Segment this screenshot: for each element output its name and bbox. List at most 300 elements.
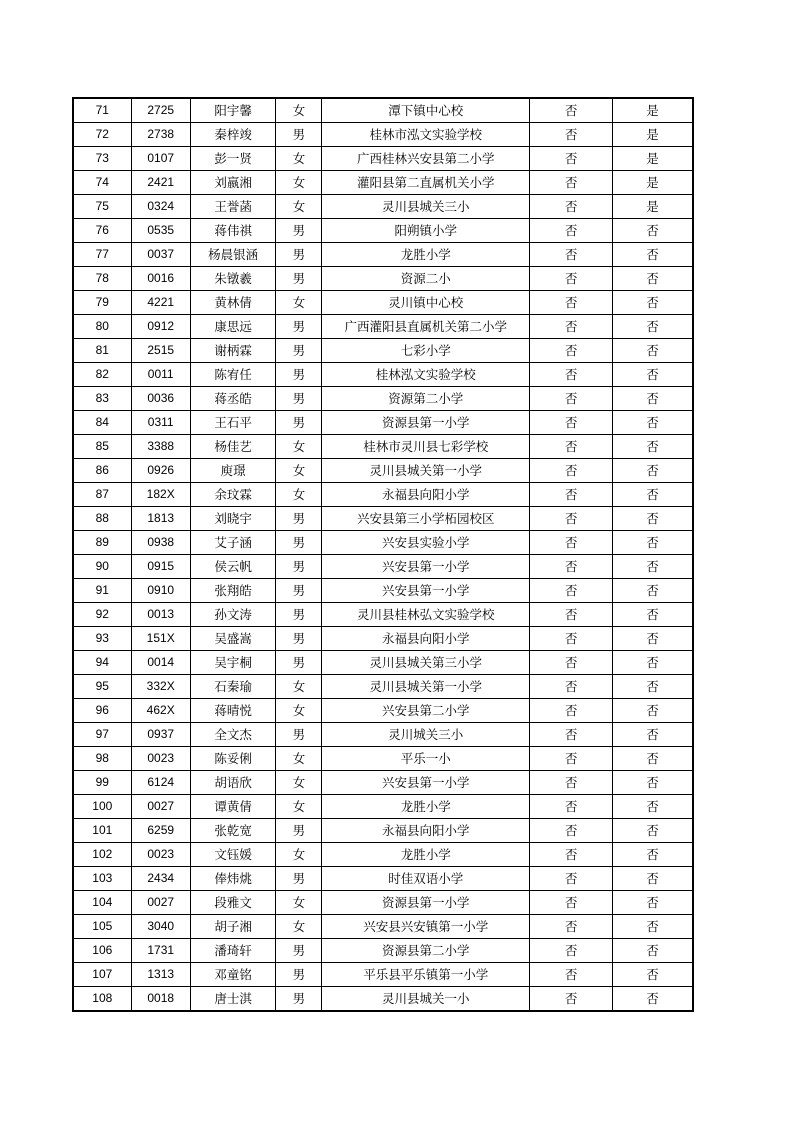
flag-a-cell: 否 — [530, 219, 613, 243]
table-row — [73, 963, 693, 987]
school-cell: 永福县向阳小学 — [322, 819, 530, 843]
school-cell: 兴安县第二小学 — [322, 699, 530, 723]
flag-a-cell: 否 — [530, 435, 613, 459]
flag-b-cell: 否 — [612, 987, 693, 1012]
flag-a-cell: 否 — [530, 387, 613, 411]
school-cell: 兴安县实验小学 — [322, 531, 530, 555]
flag-b-cell: 是 — [612, 195, 693, 219]
school-cell: 资源县第二小学 — [322, 939, 530, 963]
flag-a-cell: 否 — [530, 675, 613, 699]
table-row — [73, 459, 693, 483]
gender-cell: 男 — [276, 339, 322, 363]
id-suffix-cell: 2515 — [131, 339, 190, 363]
id-suffix-cell: 0311 — [131, 411, 190, 435]
school-cell: 资源县第一小学 — [322, 411, 530, 435]
flag-b-cell: 否 — [612, 795, 693, 819]
student-name-cell: 胡子湘 — [190, 915, 276, 939]
flag-b-cell: 否 — [612, 315, 693, 339]
flag-a-cell: 否 — [530, 699, 613, 723]
student-name-cell: 吴盛嵩 — [190, 627, 276, 651]
flag-b-cell: 否 — [612, 963, 693, 987]
student-name-cell: 蒋丞皓 — [190, 387, 276, 411]
table-row — [73, 435, 693, 459]
row-number-cell: 98 — [73, 747, 131, 771]
flag-b-cell: 否 — [612, 939, 693, 963]
id-suffix-cell: 0910 — [131, 579, 190, 603]
table-row — [73, 195, 693, 219]
flag-b-cell: 否 — [612, 579, 693, 603]
flag-a-cell: 否 — [530, 963, 613, 987]
id-suffix-cell: 0013 — [131, 603, 190, 627]
gender-cell: 女 — [276, 771, 322, 795]
id-suffix-cell: 0937 — [131, 723, 190, 747]
table-row — [73, 315, 693, 339]
id-suffix-cell: 0926 — [131, 459, 190, 483]
row-number-cell: 82 — [73, 363, 131, 387]
gender-cell: 男 — [276, 363, 322, 387]
id-suffix-cell: 0915 — [131, 555, 190, 579]
school-cell: 兴安县第一小学 — [322, 579, 530, 603]
row-number-cell: 84 — [73, 411, 131, 435]
student-name-cell: 杨佳艺 — [190, 435, 276, 459]
table-row — [73, 699, 693, 723]
gender-cell: 男 — [276, 627, 322, 651]
student-name-cell: 邓童铭 — [190, 963, 276, 987]
school-cell: 灵川城关三小 — [322, 723, 530, 747]
gender-cell: 女 — [276, 435, 322, 459]
table-row — [73, 843, 693, 867]
school-cell: 灵川镇中心校 — [322, 291, 530, 315]
flag-b-cell: 是 — [612, 171, 693, 195]
flag-a-cell: 否 — [530, 603, 613, 627]
flag-a-cell: 否 — [530, 579, 613, 603]
school-cell: 灵川县桂林弘文实验学校 — [322, 603, 530, 627]
row-number-cell: 71 — [73, 98, 131, 123]
gender-cell: 男 — [276, 315, 322, 339]
gender-cell: 女 — [276, 915, 322, 939]
student-name-cell: 张翔皓 — [190, 579, 276, 603]
school-cell: 广西桂林兴安县第二小学 — [322, 147, 530, 171]
flag-a-cell: 否 — [530, 315, 613, 339]
gender-cell: 男 — [276, 387, 322, 411]
gender-cell: 女 — [276, 795, 322, 819]
flag-a-cell: 否 — [530, 483, 613, 507]
row-number-cell: 103 — [73, 867, 131, 891]
gender-cell: 男 — [276, 579, 322, 603]
table-row — [73, 819, 693, 843]
school-cell: 兴安县兴安镇第一小学 — [322, 915, 530, 939]
table-row — [73, 507, 693, 531]
table-row — [73, 147, 693, 171]
table-row — [73, 627, 693, 651]
school-cell: 灵川县城关第三小学 — [322, 651, 530, 675]
gender-cell: 男 — [276, 219, 322, 243]
table-row — [73, 579, 693, 603]
row-number-cell: 91 — [73, 579, 131, 603]
flag-a-cell: 否 — [530, 939, 613, 963]
school-cell: 资源二小 — [322, 267, 530, 291]
gender-cell: 男 — [276, 411, 322, 435]
gender-cell: 男 — [276, 267, 322, 291]
flag-b-cell: 否 — [612, 771, 693, 795]
school-cell: 桂林市灵川县七彩学校 — [322, 435, 530, 459]
school-cell: 潭下镇中心校 — [322, 98, 530, 123]
row-number-cell: 106 — [73, 939, 131, 963]
student-name-cell: 段雅文 — [190, 891, 276, 915]
student-name-cell: 王誉菡 — [190, 195, 276, 219]
row-number-cell: 86 — [73, 459, 131, 483]
id-suffix-cell: 1813 — [131, 507, 190, 531]
flag-b-cell: 否 — [612, 483, 693, 507]
id-suffix-cell: 3388 — [131, 435, 190, 459]
flag-a-cell: 否 — [530, 627, 613, 651]
row-number-cell: 72 — [73, 123, 131, 147]
student-name-cell: 石秦瑜 — [190, 675, 276, 699]
student-name-cell: 彭一贤 — [190, 147, 276, 171]
school-cell: 平乐一小 — [322, 747, 530, 771]
school-cell: 阳朔镇小学 — [322, 219, 530, 243]
student-name-cell: 朱镦羲 — [190, 267, 276, 291]
table-row — [73, 123, 693, 147]
gender-cell: 女 — [276, 843, 322, 867]
student-name-cell: 蒋晴悦 — [190, 699, 276, 723]
student-name-cell: 黄林倩 — [190, 291, 276, 315]
row-number-cell: 81 — [73, 339, 131, 363]
school-cell: 平乐县平乐镇第一小学 — [322, 963, 530, 987]
table-row — [73, 171, 693, 195]
flag-b-cell: 否 — [612, 435, 693, 459]
flag-b-cell: 否 — [612, 339, 693, 363]
table-row — [73, 723, 693, 747]
row-number-cell: 88 — [73, 507, 131, 531]
table-row — [73, 531, 693, 555]
flag-a-cell: 否 — [530, 195, 613, 219]
id-suffix-cell: 1313 — [131, 963, 190, 987]
flag-b-cell: 否 — [612, 507, 693, 531]
gender-cell: 男 — [276, 507, 322, 531]
school-cell: 桂林泓文实验学校 — [322, 363, 530, 387]
gender-cell: 女 — [276, 171, 322, 195]
flag-a-cell: 否 — [530, 243, 613, 267]
table-row — [73, 675, 693, 699]
table-row — [73, 915, 693, 939]
row-number-cell: 104 — [73, 891, 131, 915]
id-suffix-cell: 0018 — [131, 987, 190, 1012]
row-number-cell: 94 — [73, 651, 131, 675]
row-number-cell: 90 — [73, 555, 131, 579]
flag-a-cell: 否 — [530, 891, 613, 915]
school-cell: 龙胜小学 — [322, 795, 530, 819]
student-name-cell: 侯云帆 — [190, 555, 276, 579]
table-row — [73, 747, 693, 771]
id-suffix-cell: 0023 — [131, 747, 190, 771]
student-name-cell: 潘琦轩 — [190, 939, 276, 963]
id-suffix-cell: 0938 — [131, 531, 190, 555]
school-cell: 永福县向阳小学 — [322, 483, 530, 507]
gender-cell: 男 — [276, 243, 322, 267]
id-suffix-cell: 4221 — [131, 291, 190, 315]
student-name-cell: 康思远 — [190, 315, 276, 339]
id-suffix-cell: 0037 — [131, 243, 190, 267]
row-number-cell: 78 — [73, 267, 131, 291]
flag-b-cell: 否 — [612, 267, 693, 291]
student-name-cell: 陈宥任 — [190, 363, 276, 387]
id-suffix-cell: 0036 — [131, 387, 190, 411]
id-suffix-cell: 0912 — [131, 315, 190, 339]
table-row — [73, 243, 693, 267]
student-name-cell: 刘晓宇 — [190, 507, 276, 531]
flag-a-cell: 否 — [530, 987, 613, 1012]
flag-a-cell: 否 — [530, 531, 613, 555]
row-number-cell: 75 — [73, 195, 131, 219]
gender-cell: 女 — [276, 747, 322, 771]
table-row — [73, 555, 693, 579]
gender-cell: 男 — [276, 603, 322, 627]
gender-cell: 女 — [276, 699, 322, 723]
gender-cell: 男 — [276, 939, 322, 963]
student-name-cell: 吴宇桐 — [190, 651, 276, 675]
flag-b-cell: 否 — [612, 915, 693, 939]
id-suffix-cell: 332X — [131, 675, 190, 699]
row-number-cell: 92 — [73, 603, 131, 627]
flag-a-cell: 否 — [530, 291, 613, 315]
flag-a-cell: 否 — [530, 723, 613, 747]
row-number-cell: 100 — [73, 795, 131, 819]
gender-cell: 男 — [276, 555, 322, 579]
row-number-cell: 76 — [73, 219, 131, 243]
flag-b-cell: 否 — [612, 459, 693, 483]
flag-b-cell: 否 — [612, 747, 693, 771]
id-suffix-cell: 0324 — [131, 195, 190, 219]
table-row — [73, 483, 693, 507]
flag-a-cell: 否 — [530, 819, 613, 843]
school-cell: 桂林市泓文实验学校 — [322, 123, 530, 147]
table-row — [73, 219, 693, 243]
student-name-cell: 艾子涵 — [190, 531, 276, 555]
flag-b-cell: 否 — [612, 699, 693, 723]
gender-cell: 男 — [276, 987, 322, 1012]
gender-cell: 女 — [276, 675, 322, 699]
flag-a-cell: 否 — [530, 915, 613, 939]
gender-cell: 女 — [276, 147, 322, 171]
student-name-cell: 蒋伟祺 — [190, 219, 276, 243]
id-suffix-cell: 0107 — [131, 147, 190, 171]
flag-a-cell: 否 — [530, 123, 613, 147]
student-name-cell: 庾璟 — [190, 459, 276, 483]
flag-b-cell: 否 — [612, 555, 693, 579]
id-suffix-cell: 0014 — [131, 651, 190, 675]
student-name-cell: 谢柄霖 — [190, 339, 276, 363]
table-row — [73, 987, 693, 1012]
flag-b-cell: 是 — [612, 98, 693, 123]
id-suffix-cell: 151X — [131, 627, 190, 651]
flag-b-cell: 否 — [612, 675, 693, 699]
gender-cell: 女 — [276, 459, 322, 483]
gender-cell: 男 — [276, 819, 322, 843]
table-row — [73, 98, 693, 123]
student-name-cell: 俸炜烑 — [190, 867, 276, 891]
school-cell: 龙胜小学 — [322, 843, 530, 867]
id-suffix-cell: 0023 — [131, 843, 190, 867]
id-suffix-cell: 2421 — [131, 171, 190, 195]
student-name-cell: 张乾宽 — [190, 819, 276, 843]
row-number-cell: 73 — [73, 147, 131, 171]
flag-b-cell: 否 — [612, 291, 693, 315]
student-name-cell: 陈妥俐 — [190, 747, 276, 771]
flag-b-cell: 否 — [612, 387, 693, 411]
flag-b-cell: 否 — [612, 363, 693, 387]
id-suffix-cell: 0011 — [131, 363, 190, 387]
gender-cell: 女 — [276, 483, 322, 507]
id-suffix-cell: 182X — [131, 483, 190, 507]
row-number-cell: 87 — [73, 483, 131, 507]
id-suffix-cell: 2434 — [131, 867, 190, 891]
student-name-cell: 余玟霖 — [190, 483, 276, 507]
row-number-cell: 79 — [73, 291, 131, 315]
gender-cell: 男 — [276, 651, 322, 675]
flag-b-cell: 否 — [612, 243, 693, 267]
flag-b-cell: 否 — [612, 723, 693, 747]
table-row — [73, 363, 693, 387]
table-row — [73, 651, 693, 675]
student-name-cell: 孙文涛 — [190, 603, 276, 627]
gender-cell: 女 — [276, 891, 322, 915]
row-number-cell: 93 — [73, 627, 131, 651]
flag-a-cell: 否 — [530, 363, 613, 387]
roster-table-body — [73, 98, 693, 1011]
school-cell: 兴安县第一小学 — [322, 771, 530, 795]
flag-a-cell: 否 — [530, 747, 613, 771]
school-cell: 广西灌阳县直属机关第二小学 — [322, 315, 530, 339]
table-row — [73, 939, 693, 963]
row-number-cell: 85 — [73, 435, 131, 459]
student-name-cell: 王石平 — [190, 411, 276, 435]
gender-cell: 男 — [276, 963, 322, 987]
id-suffix-cell: 0027 — [131, 891, 190, 915]
table-row — [73, 267, 693, 291]
student-name-cell: 秦梓竣 — [190, 123, 276, 147]
flag-b-cell: 否 — [612, 219, 693, 243]
flag-a-cell: 否 — [530, 771, 613, 795]
student-name-cell: 文钰媛 — [190, 843, 276, 867]
gender-cell: 女 — [276, 195, 322, 219]
id-suffix-cell: 0535 — [131, 219, 190, 243]
table-row — [73, 339, 693, 363]
student-name-cell: 唐士淇 — [190, 987, 276, 1012]
school-cell: 灵川县城关第一小学 — [322, 459, 530, 483]
row-number-cell: 97 — [73, 723, 131, 747]
id-suffix-cell: 0027 — [131, 795, 190, 819]
id-suffix-cell: 3040 — [131, 915, 190, 939]
school-cell: 兴安县第一小学 — [322, 555, 530, 579]
flag-b-cell: 是 — [612, 123, 693, 147]
row-number-cell: 108 — [73, 987, 131, 1012]
flag-b-cell: 否 — [612, 819, 693, 843]
flag-a-cell: 否 — [530, 267, 613, 291]
flag-b-cell: 否 — [612, 651, 693, 675]
flag-a-cell: 否 — [530, 507, 613, 531]
id-suffix-cell: 2725 — [131, 98, 190, 123]
student-name-cell: 阳宇馨 — [190, 98, 276, 123]
table-row — [73, 603, 693, 627]
table-row — [73, 891, 693, 915]
row-number-cell: 107 — [73, 963, 131, 987]
table-row — [73, 867, 693, 891]
id-suffix-cell: 2738 — [131, 123, 190, 147]
school-cell: 七彩小学 — [322, 339, 530, 363]
id-suffix-cell: 0016 — [131, 267, 190, 291]
table-row — [73, 795, 693, 819]
flag-a-cell: 否 — [530, 171, 613, 195]
table-row — [73, 291, 693, 315]
row-number-cell: 89 — [73, 531, 131, 555]
table-row — [73, 771, 693, 795]
school-cell: 灵川县城关一小 — [322, 987, 530, 1012]
row-number-cell: 101 — [73, 819, 131, 843]
flag-b-cell: 否 — [612, 603, 693, 627]
flag-a-cell: 否 — [530, 459, 613, 483]
school-cell: 时佳双语小学 — [322, 867, 530, 891]
gender-cell: 男 — [276, 723, 322, 747]
gender-cell: 女 — [276, 98, 322, 123]
school-cell: 兴安县第三小学柘园校区 — [322, 507, 530, 531]
school-cell: 永福县向阳小学 — [322, 627, 530, 651]
id-suffix-cell: 1731 — [131, 939, 190, 963]
gender-cell: 男 — [276, 867, 322, 891]
row-number-cell: 74 — [73, 171, 131, 195]
flag-a-cell: 否 — [530, 411, 613, 435]
flag-a-cell: 否 — [530, 339, 613, 363]
flag-b-cell: 否 — [612, 411, 693, 435]
school-cell: 资源第二小学 — [322, 387, 530, 411]
student-name-cell: 谭黄倩 — [190, 795, 276, 819]
flag-a-cell: 否 — [530, 147, 613, 171]
row-number-cell: 102 — [73, 843, 131, 867]
flag-b-cell: 否 — [612, 843, 693, 867]
row-number-cell: 96 — [73, 699, 131, 723]
school-cell: 龙胜小学 — [322, 243, 530, 267]
school-cell: 灵川县城关三小 — [322, 195, 530, 219]
row-number-cell: 83 — [73, 387, 131, 411]
school-cell: 灌阳县第二直属机关小学 — [322, 171, 530, 195]
flag-a-cell: 否 — [530, 98, 613, 123]
flag-a-cell: 否 — [530, 795, 613, 819]
student-name-cell: 刘嬴湘 — [190, 171, 276, 195]
table-row — [73, 411, 693, 435]
student-name-cell: 胡语欣 — [190, 771, 276, 795]
id-suffix-cell: 462X — [131, 699, 190, 723]
id-suffix-cell: 6124 — [131, 771, 190, 795]
flag-b-cell: 否 — [612, 531, 693, 555]
id-suffix-cell: 6259 — [131, 819, 190, 843]
flag-b-cell: 否 — [612, 867, 693, 891]
table-row — [73, 387, 693, 411]
flag-b-cell: 否 — [612, 627, 693, 651]
flag-b-cell: 是 — [612, 147, 693, 171]
student-name-cell: 杨晨银涵 — [190, 243, 276, 267]
flag-a-cell: 否 — [530, 843, 613, 867]
row-number-cell: 99 — [73, 771, 131, 795]
school-cell: 资源县第一小学 — [322, 891, 530, 915]
flag-a-cell: 否 — [530, 651, 613, 675]
gender-cell: 男 — [276, 531, 322, 555]
flag-a-cell: 否 — [530, 555, 613, 579]
row-number-cell: 95 — [73, 675, 131, 699]
flag-a-cell: 否 — [530, 867, 613, 891]
row-number-cell: 105 — [73, 915, 131, 939]
row-number-cell: 77 — [73, 243, 131, 267]
gender-cell: 男 — [276, 123, 322, 147]
